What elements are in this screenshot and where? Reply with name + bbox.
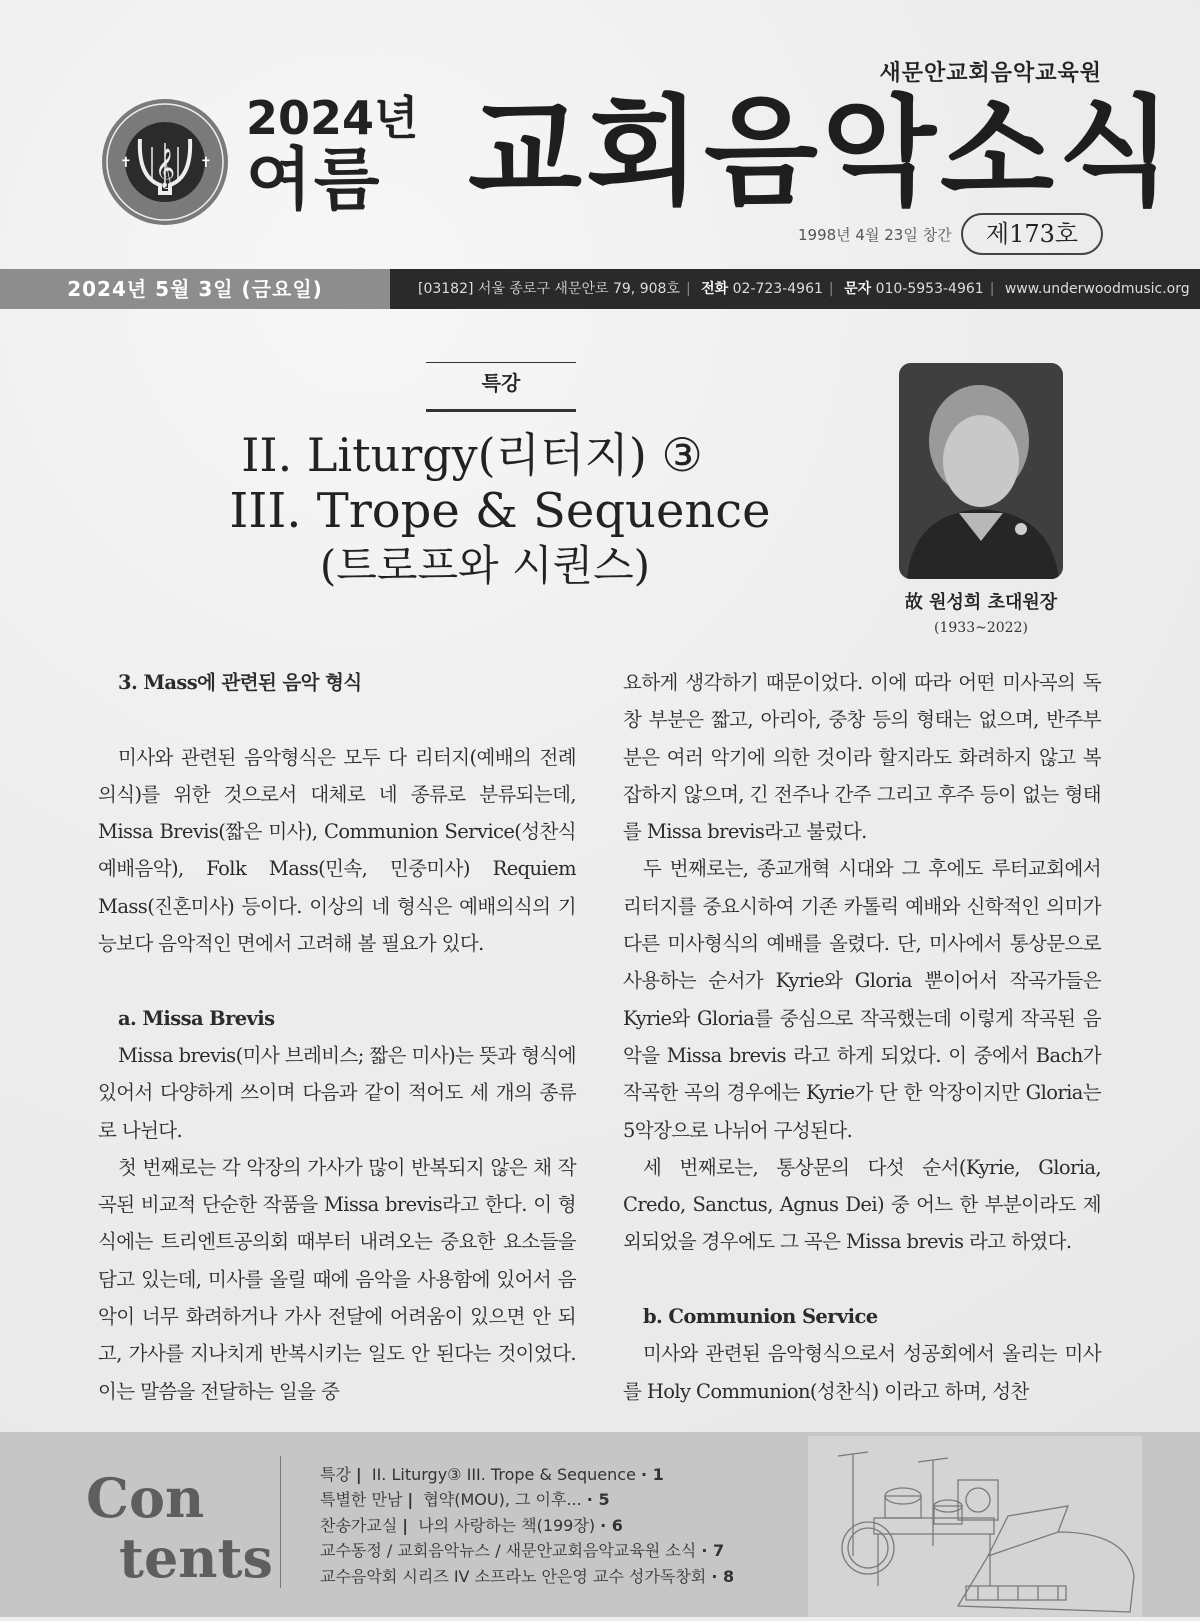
subheading-missa-brevis: a. Missa Brevis (118, 1006, 275, 1030)
paragraph: 요하게 생각하기 때문이었다. 이에 따라 어떤 미사곡의 독창 부분은 짧고, 아리아, 중창 등의 형태는 없으며, 반주부분은 여러 악기에 의한 것이라 할지라도 화려하지 않고 복잡하지 않으며, 긴 전주나 간주 그리고 후주 등이 없는 형태를 Missa brevis라고 불렀다. (623, 671, 1101, 844)
title-line-1: II. Liturgy(리터지) ③ (241, 428, 703, 482)
toc-item[interactable]: 교수음악회 시리즈 IV 소프라노 안은영 교수 성가독창회 · 8 (320, 1566, 735, 1586)
info-bar (0, 269, 1200, 309)
svg-text:𝄞: 𝄞 (154, 148, 176, 188)
paragraph: 세 번째로는, 통상문의 다섯 순서(Kyrie, Gloria, Credo, Sanctus, Agnus Dei) 중 어느 한 부분이라도 제외되었을 경우에도 그 곡은 Missa brevis 라고 하였다. (623, 1155, 1101, 1254)
issue-season (246, 91, 419, 220)
issue-number: 제173호 (961, 213, 1103, 255)
paragraph: 미사와 관련된 음악형식은 모두 다 리터지(예배의 전례의식)를 위한 것으로서 대체로 네 종류로 분류되는데, Missa Brevis(짧은 미사), Communion Service(성찬식 예배음악), Folk Mass(민속, 민중미사) Requiem Mass(진혼미사) 등이다. 이상의 네 형식은 예배의식의 기능보다 음악적인 면에서 고려해 볼 필요가 있다. (98, 745, 576, 956)
lyre-treble-clef-icon (100, 97, 230, 227)
masthead-title: 교회음악소식 (468, 83, 1176, 221)
contact-bar: [03182] 서울 종로구 새문안로 79, 908호 | 전화 02-723-4961 | 문자 010-5953-4961 | www.underwoodmusic.org (390, 269, 1200, 309)
article-column-right (623, 664, 1101, 1410)
title-line-2: III. Trope & Sequence (229, 483, 771, 540)
svg-text:✝: ✝ (120, 155, 132, 171)
paragraph: Missa brevis(미사 브레비스; 짧은 미사)는 뜻과 형식에 있어서 다양하게 쓰이며 다음과 같이 적어도 세 개의 종류로 나뉜다. (98, 1043, 576, 1142)
table-of-contents (320, 1462, 734, 1589)
sms-number: 010-5953-4961 (875, 281, 984, 297)
issue-season-name: 여름 (246, 141, 382, 220)
author-portrait (899, 363, 1063, 579)
toc-item[interactable]: 특별한 만남 | 협약(MOU), 그 이후... · 5 (320, 1490, 610, 1510)
contents-word-top: Con (86, 1466, 205, 1530)
toc-item[interactable]: 찬송가교실 | 나의 사랑하는 책(199장) · 6 (320, 1515, 623, 1535)
divider (280, 1456, 281, 1588)
title-line-3: (트로프와 시퀀스) (319, 540, 651, 590)
paragraph: 첫 번째로는 각 악장의 가사가 많이 반복되지 않은 채 작곡된 비교적 단순한 작품을 Missa brevis라고 한다. 이 형식에는 트리엔트공의회 때부터 내려오는 중요한 요소들을 담고 있는데, 미사를 올릴 때에 음악을 사용함에 있어서 음악이 너무 화려하거나 가사 전달에 어려움이 있으면 안 되고, 가사를 지나치게 반복시키는 일도 안 된다는 것이었다. 이는 말씀을 전달하는 일을 중 (98, 1155, 576, 1403)
phone-label: 전화 (701, 281, 729, 297)
publication-date: 2024년 5월 3일 (금요일) (0, 269, 390, 309)
svg-text:✝: ✝ (200, 155, 212, 171)
toc-item[interactable]: 특강 | II. Liturgy③ III. Trope & Sequence · 1 (320, 1465, 664, 1484)
section-tag: 특강 (426, 362, 576, 412)
paragraph: 두 번째로는, 종교개혁 시대와 그 후에도 루터교회에서 리터지를 중요시하여 기존 카톨릭 예배와 신학적인 의미가 다른 미사형식의 예배를 올렸다. 단, 미사에서 통상문으로 사용하는 순서가 Kyrie와 Gloria 뿐이어서 작곡가들은 Kyrie와 Gloria를 중심으로 작곡했는데 이렇게 작곡된 음악을 Missa brevis 라고 하게 되었다. 이 중에서 Bach가 작곡한 곡의 경우에는 Kyrie가 단 한 악장이지만 Gloria는 5악장으로 나뉘어 구성된다. (623, 857, 1101, 1142)
portrait-caption (860, 588, 1102, 636)
author-name: 故 원성희 초대원장 (904, 592, 1058, 613)
address: [03182] 서울 종로구 새문안로 79, 908호 (418, 281, 680, 297)
contents-heading (86, 1468, 273, 1589)
contents-word-bottom: tents (119, 1526, 273, 1591)
paragraph: 미사와 관련된 음악형식으로서 성공회에서 올리는 미사를 Holy Communion(성찬식) 이라고 하며, 성찬 (623, 1342, 1101, 1403)
instruments-illustration (808, 1436, 1142, 1617)
issue-year: 2024년 (246, 91, 419, 145)
article-title (200, 428, 800, 591)
org-name: 새문안교회음악교육원 (879, 61, 1102, 86)
subheading-communion-service: b. Communion Service (643, 1305, 878, 1329)
section-heading-mass: 3. Mass에 관련된 음악 형식 (118, 671, 362, 694)
article-column-left (98, 664, 576, 1410)
sms-label: 문자 (844, 281, 872, 297)
founded-date: 1998년 4월 23일 창간 (798, 226, 952, 244)
contents-footer (0, 1432, 1200, 1617)
author-years: (1933~2022) (934, 620, 1028, 636)
toc-item[interactable]: 교수동정 / 교회음악뉴스 / 새문안교회음악교육원 소식 · 7 (320, 1541, 725, 1561)
phone-number: 02-723-4961 (732, 281, 823, 297)
website-link[interactable]: www.underwoodmusic.org (1004, 281, 1190, 297)
